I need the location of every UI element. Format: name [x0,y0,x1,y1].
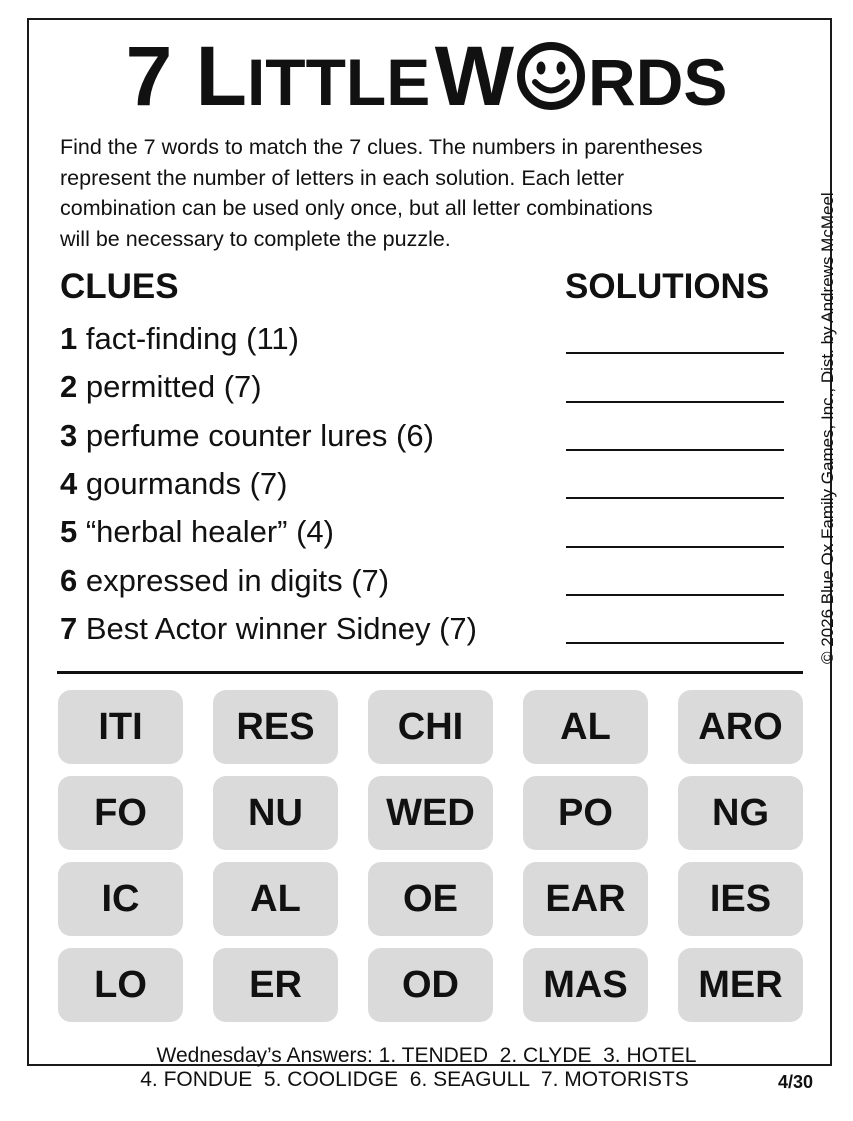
clue-2 [60,369,262,405]
clue-number: 4 [60,466,78,501]
letter-tile[interactable]: PO [523,776,648,850]
clue-text: permitted (7) [77,369,262,404]
letter-tile[interactable]: ER [213,948,338,1022]
title-part-1: 7 L [125,29,247,123]
title-part-3: W [434,29,515,123]
instructions-line: represent the number of letters in each solution. Each letter [60,165,625,190]
letter-tile[interactable]: FO [58,776,183,850]
letter-tile[interactable]: NG [678,776,803,850]
section-divider [57,671,803,674]
puzzle-title [0,29,853,123]
clue-number: 3 [60,418,78,453]
clue-text: fact-finding (11) [77,321,299,356]
letter-tile[interactable]: WED [368,776,493,850]
solution-blank-2[interactable] [566,401,784,403]
solution-blank-3[interactable] [566,449,784,451]
clue-number: 5 [60,514,78,549]
instructions-line: combination can be used only once, but all letter combinations [60,196,653,220]
letter-tile[interactable]: NU [213,776,338,850]
clue-number: 7 [60,611,78,646]
letter-tile[interactable]: MER [678,948,803,1022]
clue-number: 1 [60,321,78,356]
letter-tile[interactable]: EAR [523,862,648,936]
letter-tile[interactable]: IES [678,862,803,936]
letter-tile[interactable]: RES [213,690,338,764]
solution-blank-4[interactable] [566,497,784,499]
clue-1 [60,321,299,357]
clue-text: “herbal healer” (4) [77,514,334,549]
clue-7 [60,611,477,647]
instructions [60,132,810,254]
clue-4 [60,466,287,502]
letter-tile[interactable]: IC [58,862,183,936]
clue-6 [60,563,389,599]
letter-tile[interactable]: OD [368,948,493,1022]
clue-number: 6 [60,563,78,598]
letter-tile[interactable]: AL [523,690,648,764]
letter-tile[interactable]: CHI [368,690,493,764]
clue-3 [60,418,434,454]
instructions-line: Find the 7 words to match the 7 clues. The numbers in parentheses [60,135,703,159]
letter-tile[interactable]: OE [368,862,493,936]
solution-blank-5[interactable] [566,546,784,548]
clue-text: gourmands (7) [77,466,288,501]
clue-text: perfume counter lures (6) [77,418,434,453]
instructions-line: will be necessary to complete the puzzle. [60,226,451,251]
clue-text: Best Actor winner Sidney (7) [77,611,477,646]
previous-answers-line-1: Wednesday’s Answers: 1. TENDED 2. CLYDE 3. HOTEL [156,1044,697,1067]
previous-answers-line-2: 4. FONDUE 5. COOLIDGE 6. SEAGULL 7. MOTORISTS [140,1068,689,1091]
smiley-face-icon [516,41,586,111]
letter-tile[interactable]: ARO [678,690,803,764]
clue-5 [60,514,334,550]
letter-tile[interactable]: MAS [523,948,648,1022]
letter-tile[interactable]: LO [58,948,183,1022]
title-part-2: ITTLE [246,45,431,119]
clue-number: 2 [60,369,78,404]
letter-tile[interactable]: AL [213,862,338,936]
solution-blank-6[interactable] [566,594,784,596]
letter-tile[interactable]: ITI [58,690,183,764]
title-part-4: RDS [588,45,728,119]
clues-heading: CLUES [60,267,179,306]
puzzle-date: 4/30 [778,1072,814,1092]
clue-text: expressed in digits (7) [77,563,390,598]
solution-blank-1[interactable] [566,352,784,354]
copyright-notice: © 2026 Blue Ox Family Games, Inc., Dist. by Andrews McMeel [818,192,837,664]
solutions-heading: SOLUTIONS [565,267,770,306]
solution-blank-7[interactable] [566,642,784,644]
